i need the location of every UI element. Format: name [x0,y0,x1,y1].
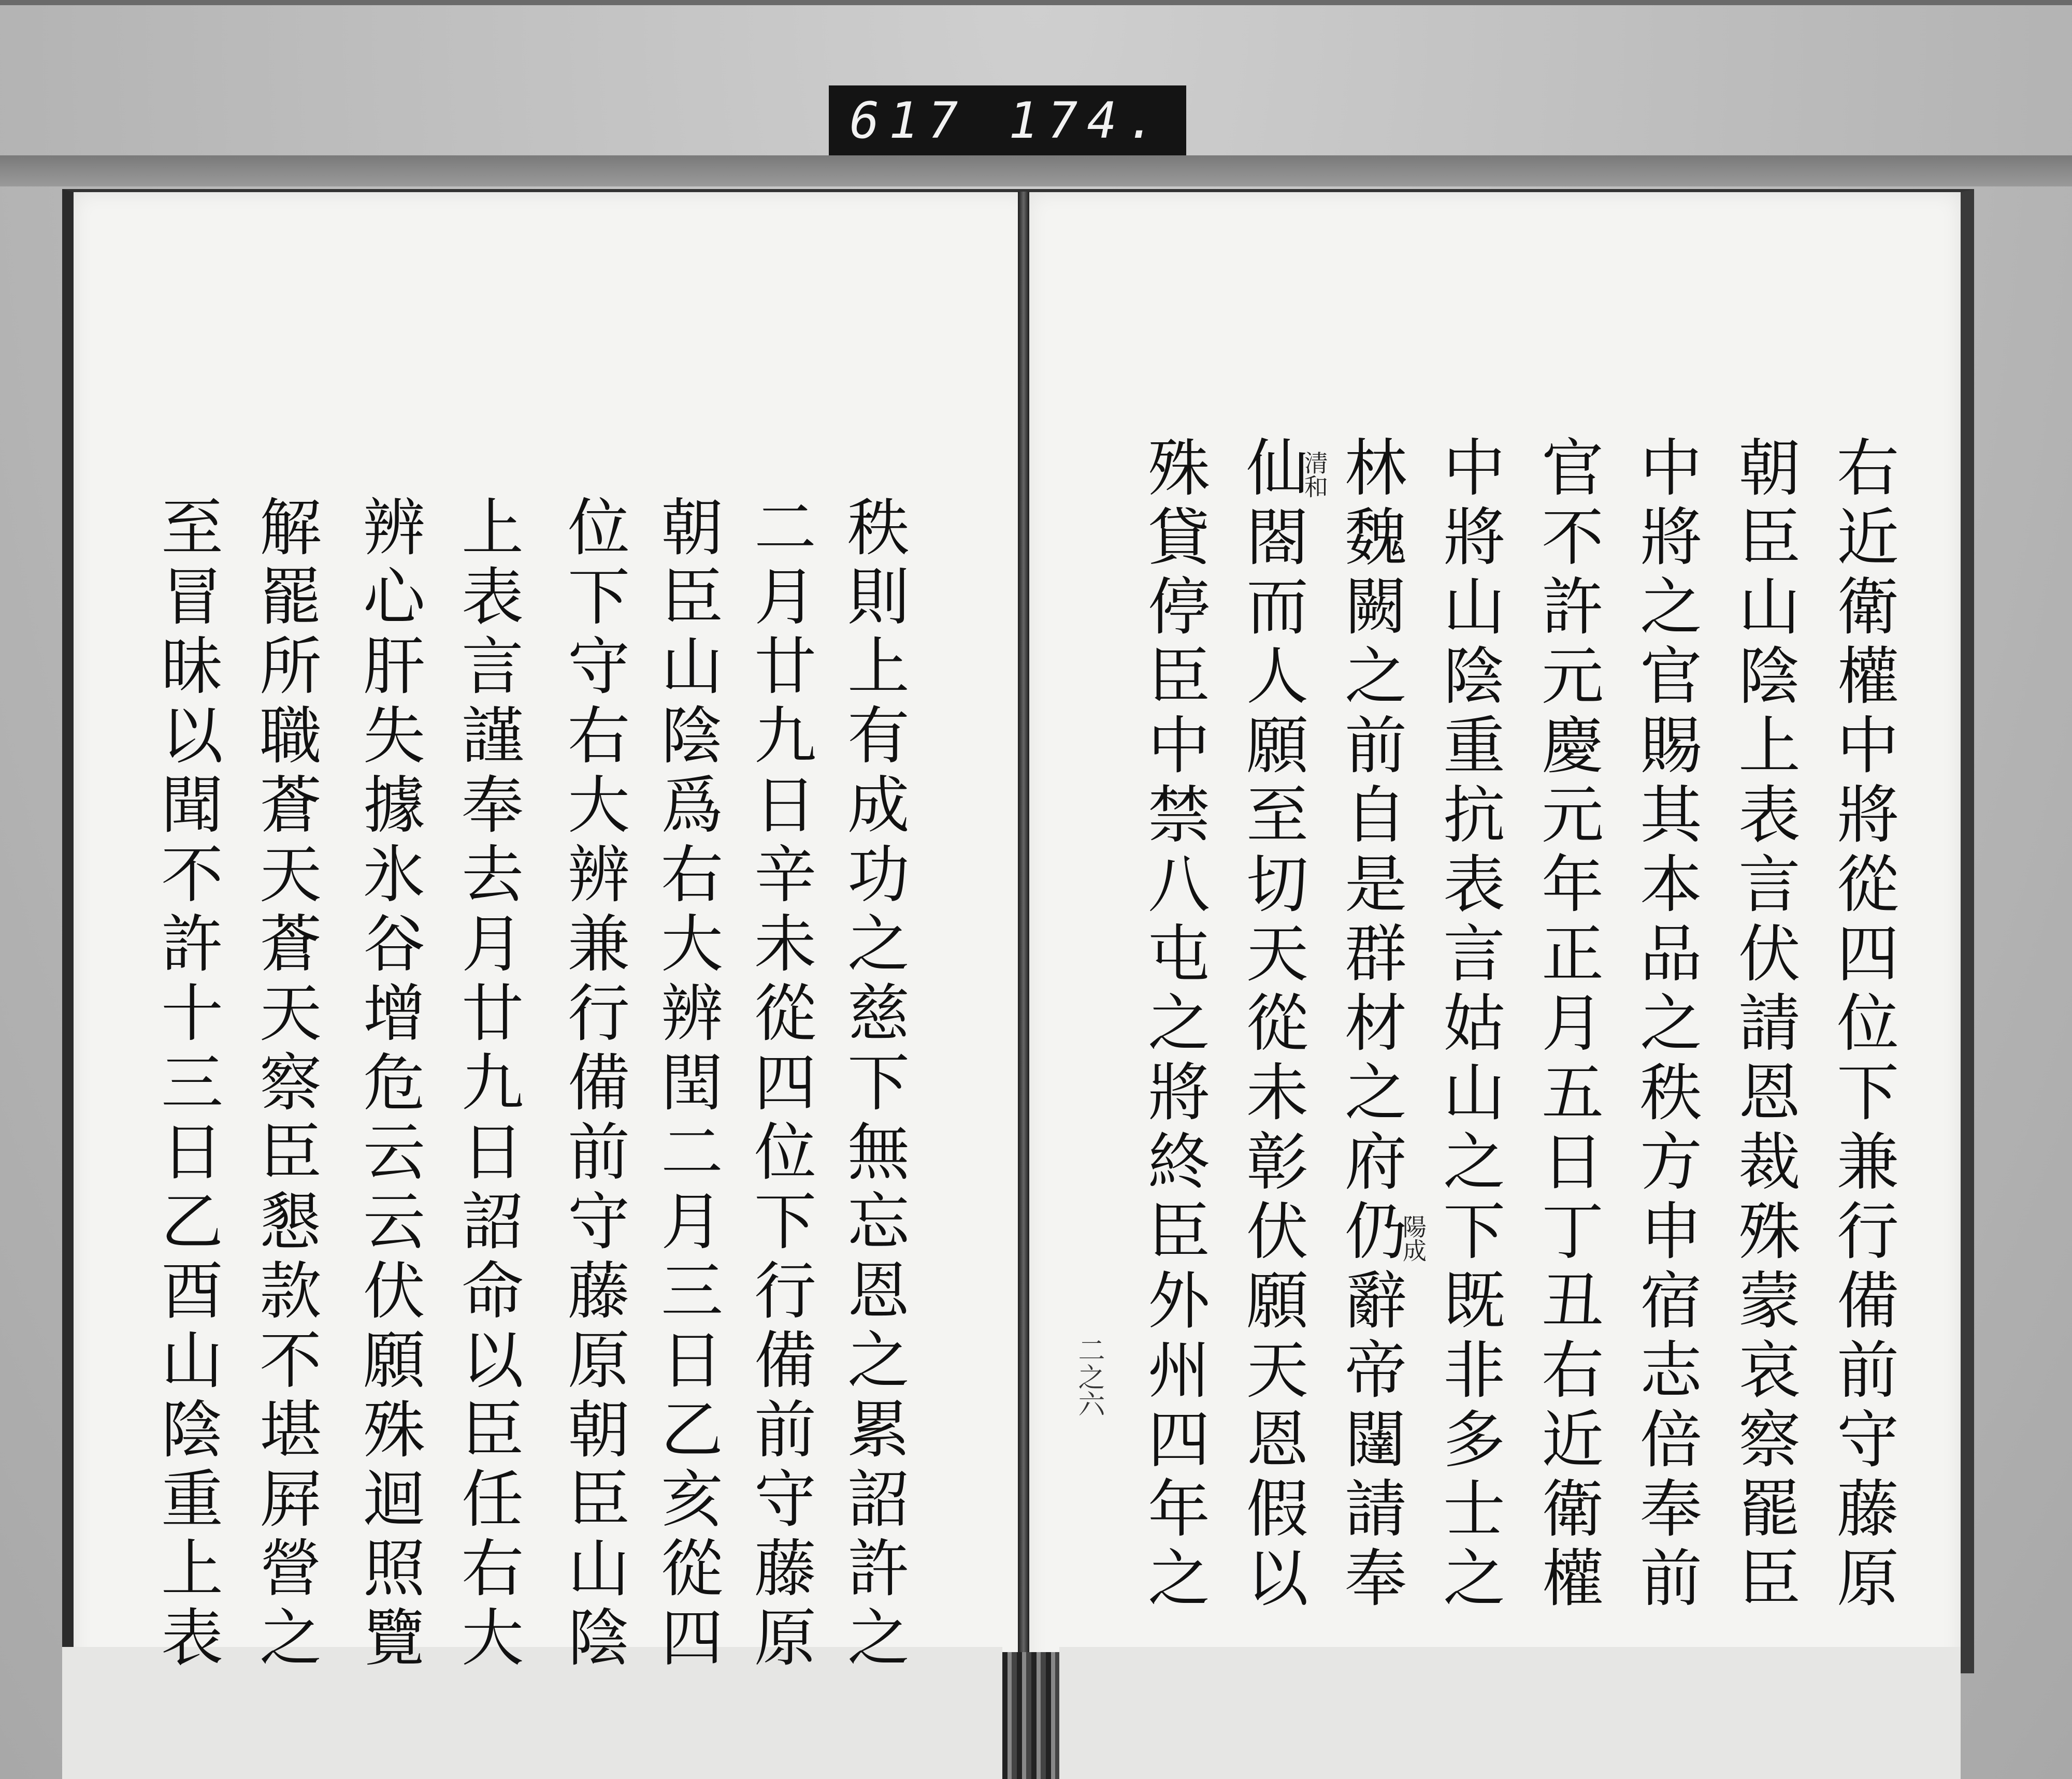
right-page-lower-edge [1059,1647,1961,1779]
left-page-column-2: 二月廿九日辛未從四位下行備前守藤原 [744,495,816,1674]
right-page-column-6: 林魏闕之前自是群材之府仍辭帝闥請奉 [1334,435,1406,1615]
right-page-column-8: 殊貸停臣中禁八屯之將終臣外州四年之 [1138,435,1210,1615]
left-page-column-6: 辨心肝失據氷谷增危云云伏願殊迴照覽 [353,495,425,1674]
left-page-column-5: 上表言謹奉去月廿九日詔命以臣任右大 [451,495,523,1674]
right-page-column-7: 仙閤而人願至切天從未彰伏願天恩假以 [1236,435,1308,1615]
annotation-yozei: 陽成 [1399,1214,1427,1262]
microfilm-frame-label [829,85,1186,155]
right-page-column-2: 朝臣山陰上表言伏請恩裁殊蒙哀察罷臣 [1728,435,1800,1615]
right-page-column-4: 官不許元慶元年正月五日丁丑右近衛權 [1531,435,1603,1615]
left-page-column-7: 解罷所職蒼天蒼天察臣懇款不堪屛營之 [249,495,321,1674]
annotation-seiwa: 清和 [1301,451,1329,498]
page-number: 二之六 [1073,1336,1104,1417]
scanner-shadow-band [0,155,2072,186]
left-page-column-8: 至冒昧以聞不許十三日乙酉山陰重上表 [151,495,223,1674]
frame-number-right: 174. [1008,91,1166,150]
left-page-column-1: 秩則上有成功之慈下無忘恩之累詔許之 [837,495,909,1674]
left-page-column-3: 朝臣山陰爲右大辨閏二月三日乙亥從四 [651,495,723,1674]
right-page-column-5: 中將山陰重抗表言姑山之下既非多士之 [1433,435,1505,1615]
right-page-column-3: 中將之官賜其本品之秩方申宿志倍奉前 [1630,435,1702,1615]
right-page-column-1: 右近衛權中將從四位下兼行備前守藤原 [1826,435,1898,1615]
left-page-column-4: 位下守右大辨兼行備前守藤原朝臣山陰 [557,495,629,1674]
book-binding [1002,1652,1059,1779]
frame-number-left: 617 [850,91,968,150]
book-gutter [1018,192,1029,1673]
film-edge [0,0,2072,5]
